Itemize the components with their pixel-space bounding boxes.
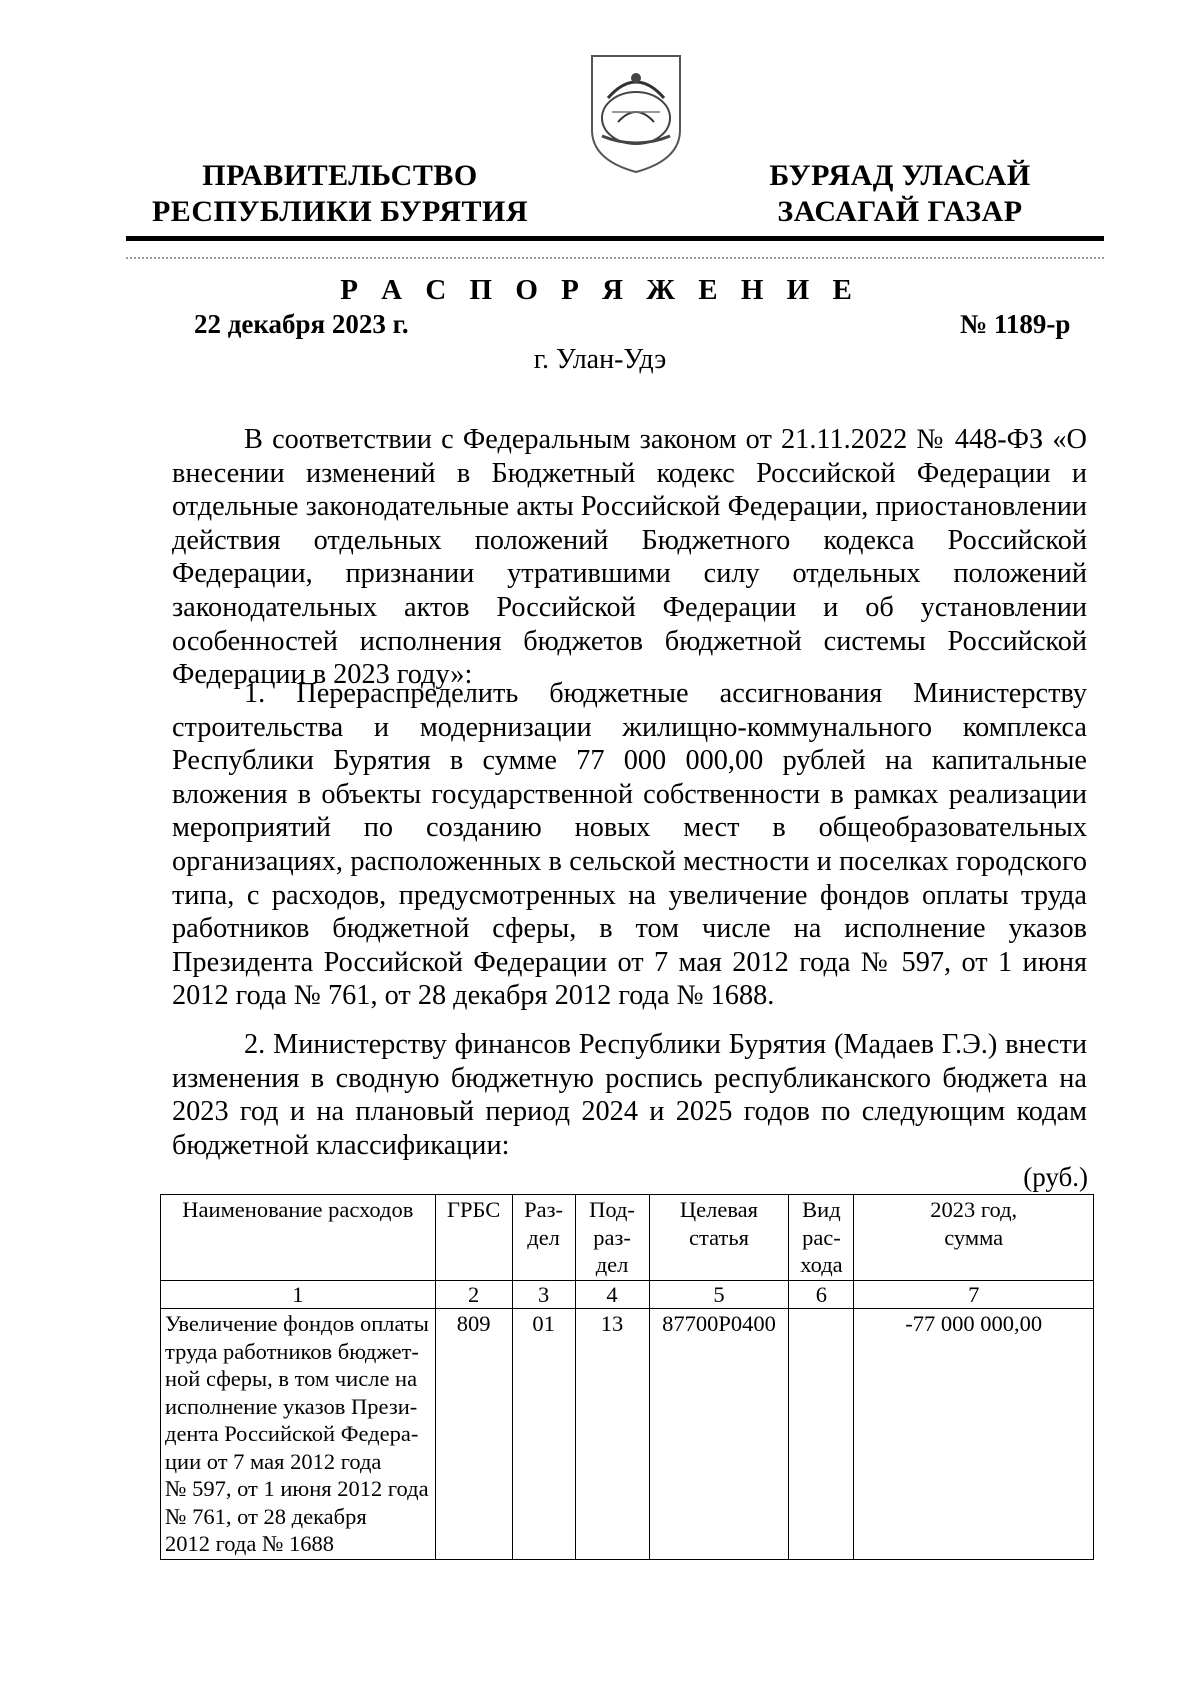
budget-table: [160, 1194, 1094, 1560]
col-number: 5: [649, 1280, 789, 1309]
header-divider-thin: [126, 257, 1104, 259]
col-number: 7: [854, 1280, 1094, 1309]
col-header-grbs: ГРБС: [435, 1195, 512, 1281]
government-name-bua-line2: ЗАСАГАЙ ГАЗАР: [777, 195, 1023, 228]
col-header-vid: Вид рас- хода: [789, 1195, 854, 1281]
table-header-row: [161, 1195, 1094, 1281]
col-header-podrazdel: Под- раз- дел: [575, 1195, 649, 1281]
row-sum: -77 000 000,00: [854, 1309, 1094, 1560]
document-date: 22 декабря 2023 г.: [194, 309, 409, 339]
government-name-ru: [140, 158, 540, 230]
table-row: [161, 1309, 1094, 1560]
col-number: 3: [512, 1280, 575, 1309]
paragraph-item-2: [172, 1028, 1087, 1162]
row-podrazdel: 13: [575, 1309, 649, 1560]
government-name-ru-line2: РЕСПУБЛИКИ БУРЯТИЯ: [151, 195, 529, 228]
row-name: Увеличение фондов оплаты труда работников бюджет- ной сферы, в том числе на исполнение указов Прези- дента Российской Федера- ции от 7 мая 2012 года № 597, от 1 июня 2012 года № 761, от 28 декабря 2012 года № 1688: [161, 1309, 436, 1560]
col-number: 2: [435, 1280, 512, 1309]
row-target: 87700Р0400: [649, 1309, 789, 1560]
paragraph-item-1: [172, 677, 1087, 1013]
table-column-numbers-row: [161, 1280, 1094, 1309]
government-name-ru-line1: ПРАВИТЕЛЬСТВО: [202, 159, 478, 192]
col-header-sum: 2023 год, сумма: [854, 1195, 1094, 1281]
intro-paragraph: [172, 423, 1087, 692]
currency-unit: (руб.): [1023, 1162, 1088, 1192]
document-number: № 1189-р: [960, 309, 1071, 339]
col-number: 6: [789, 1280, 854, 1309]
item-1-text: 1. Перераспределить бюджетные ассигнования Министерству строительства и модернизации жилищно-коммунального комплекса Республики Бурятия в сумме 77 000 000,00 рублей на капитальные вложения в объекты государственной собственности в рамках реализации мероприятий по созданию новых мест в общеобразовательных организациях, расположенных в сельской местности и поселках городского типа, с расходов, предусмотренных на увеличение фондов оплаты труда работников бюджетной сферы, в том числе на исполнение указов Президента Российской Федерации от 7 мая 2012 года № 597, от 1 июня 2012 года № 761, от 28 декабря 2012 года № 1688.: [172, 678, 1087, 1012]
header-divider-thick: [126, 236, 1104, 241]
government-name-bua: [730, 158, 1070, 230]
col-number: 1: [161, 1280, 436, 1309]
col-number: 4: [575, 1280, 649, 1309]
document-type: Р А С П О Р Я Ж Е Н И Е: [340, 274, 860, 306]
government-name-bua-line1: БУРЯАД УЛАСАЙ: [769, 159, 1031, 192]
item-2-text: 2. Министерству финансов Республики Бурятия (Мадаев Г.Э.) внести изменения в сводную бюджетную роспись республиканского бюджета на 2023 год и на плановый период 2024 и 2025 годов по следующим кодам бюджетной классификации:: [172, 1029, 1087, 1161]
row-vid: [789, 1309, 854, 1560]
coat-of-arms-icon: [588, 52, 684, 176]
document-city: г. Улан-Удэ: [533, 344, 667, 375]
row-razdel: 01: [512, 1309, 575, 1560]
col-header-name: Наименование расходов: [161, 1195, 436, 1281]
row-grbs: 809: [435, 1309, 512, 1560]
col-header-razdel: Раз- дел: [512, 1195, 575, 1281]
intro-text: В соответствии с Федеральным законом от 21.11.2022 № 448-ФЗ «О внесении изменений в Бюджетный кодекс Российской Федерации и отдельные законодательные акты Российской Федерации, приостановлении действия отдельных положений Бюджетного кодекса Российской Федерации, признании утратившими силу отдельных положений законодательных актов Российской Федерации и об установлении особенностей исполнения бюджетов бюджетной системы Российской Федерации в 2023 году»:: [172, 424, 1087, 691]
col-header-target: Целевая статья: [649, 1195, 789, 1281]
